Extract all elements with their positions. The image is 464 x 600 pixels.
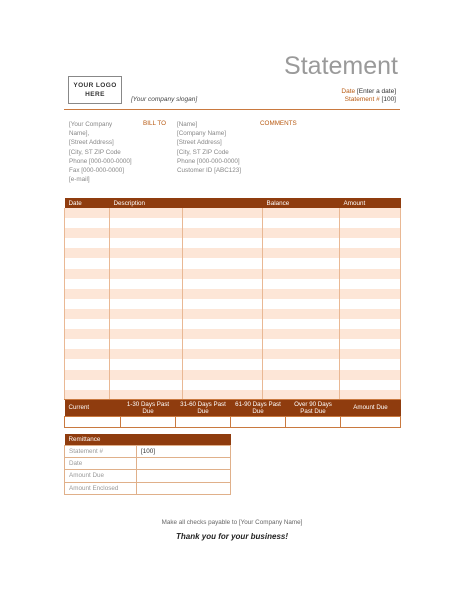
table-cell-balance[interactable] [263,309,340,319]
table-row [65,228,401,238]
sender-address [69,120,139,184]
company-slogan: [Your company slogan] [131,96,198,103]
table-cell-description[interactable] [110,329,183,339]
remittance-row [65,445,231,457]
table-cell-blank[interactable] [183,289,263,299]
table-cell-date[interactable] [65,329,110,339]
thank-you-note: Thank you for your business! [175,532,288,541]
aging-header-row [65,400,401,416]
aging-header-1-30: 1-30 Days Past Due [121,400,176,416]
remittance-value[interactable] [137,470,231,482]
table-cell-description[interactable] [110,258,183,268]
table-cell-amount[interactable] [340,359,401,369]
table-cell-date[interactable] [65,279,110,289]
table-cell-description[interactable] [110,269,183,279]
table-cell-balance[interactable] [263,329,340,339]
table-row [65,309,401,319]
sender-line: Phone [000-000-0000] [69,157,132,165]
remittance-label: Date [65,457,137,469]
table-row [65,269,401,279]
table-cell-date[interactable] [65,228,110,238]
table-cell-blank[interactable] [183,309,263,319]
aging-cell-31-60[interactable] [176,416,231,427]
comments-label: COMMENTS [260,120,297,127]
table-cell-amount[interactable] [340,289,401,299]
table-cell-description[interactable] [110,279,183,289]
table-row [65,380,401,390]
table-cell-blank[interactable] [183,359,263,369]
table-cell-amount[interactable] [340,349,401,359]
table-cell-amount[interactable] [340,258,401,268]
table-cell-amount[interactable] [340,319,401,329]
aging-header-over-90: Over 90 Days Past Due [286,400,341,416]
logo-text-line2: HERE [85,91,105,98]
table-cell-description[interactable] [110,359,183,369]
table-cell-amount[interactable] [340,390,401,400]
table-cell-blank[interactable] [183,380,263,390]
bill-to-line: [Company Name] [177,130,226,138]
table-cell-balance[interactable] [263,208,340,218]
header-divider [64,109,400,110]
table-row [65,238,401,248]
statement-table-body [65,208,401,400]
table-cell-amount[interactable] [340,218,401,228]
table-row [65,319,401,329]
table-cell-date[interactable] [65,370,110,380]
column-header-balance: Balance [263,198,340,208]
remittance-value[interactable] [137,482,231,494]
table-cell-blank[interactable] [183,279,263,289]
aging-cell-61-90[interactable] [231,416,286,427]
table-cell-amount[interactable] [340,329,401,339]
bill-to-line: [Street Address] [177,139,222,147]
table-cell-blank[interactable] [183,319,263,329]
table-cell-description[interactable] [110,390,183,400]
table-cell-description[interactable] [110,218,183,228]
table-cell-amount[interactable] [340,279,401,289]
sender-line: [Street Address] [69,139,114,147]
aging-cell-1-30[interactable] [121,416,176,427]
table-cell-date[interactable] [65,319,110,329]
table-row [65,248,401,258]
table-cell-date[interactable] [65,390,110,400]
sender-line: [e-mail] [69,176,90,184]
table-row [65,289,401,299]
sender-line: [Your Company [69,121,113,128]
table-cell-balance[interactable] [263,269,340,279]
table-cell-balance[interactable] [263,279,340,289]
payable-note: Make all checks payable to [Your Company Name] [161,519,303,526]
bill-to-line: [City, ST ZIP Code [177,148,229,156]
table-cell-date[interactable] [65,309,110,319]
table-cell-balance[interactable] [263,238,340,248]
sender-line: Fax [000-000-0000] [69,167,124,175]
table-cell-blank[interactable] [183,370,263,380]
remittance-value[interactable]: [100] [137,445,231,457]
statement-number-value: [100] [381,96,396,103]
statement-number-label: Statement # [344,96,380,103]
remittance-label: Amount Due [65,470,137,482]
aging-header-amount-due: Amount Due [341,400,401,416]
table-cell-balance[interactable] [263,370,340,380]
table-cell-balance[interactable] [263,248,340,258]
table-cell-amount[interactable] [340,370,401,380]
table-cell-date[interactable] [65,269,110,279]
table-cell-description[interactable] [110,299,183,309]
table-cell-balance[interactable] [263,339,340,349]
aging-header-61-90: 61-90 Days Past Due [231,400,286,416]
table-row [65,299,401,309]
date-value: [Enter a date] [356,88,396,95]
table-cell-blank[interactable] [183,269,263,279]
table-cell-amount[interactable] [340,228,401,238]
date-label: Date [341,88,356,95]
table-cell-blank[interactable] [183,238,263,248]
remittance-header-row [65,434,231,445]
table-cell-blank[interactable] [183,299,263,309]
table-cell-amount[interactable] [340,238,401,248]
column-header-amount: Amount [340,198,401,208]
table-row [65,279,401,289]
bill-to-line: Customer ID [ABC123] [177,167,242,175]
logo-text-line1: YOUR LOGO [73,82,117,89]
statement-date [341,88,396,95]
column-header-description: Description [110,198,183,208]
table-cell-date[interactable] [65,339,110,349]
aging-summary-table [64,400,401,428]
table-cell-description[interactable] [110,319,183,329]
sender-line: Name], [69,130,90,138]
table-cell-description[interactable] [110,339,183,349]
table-row [65,370,401,380]
table-cell-blank[interactable] [183,218,263,228]
table-cell-balance[interactable] [263,359,340,369]
table-cell-description[interactable] [110,380,183,390]
remittance-row [65,457,231,469]
table-cell-balance[interactable] [263,228,340,238]
column-header-date: Date [65,198,110,208]
table-cell-balance[interactable] [263,380,340,390]
table-cell-balance[interactable] [263,299,340,309]
remittance-row [65,470,231,482]
table-cell-date[interactable] [65,380,110,390]
table-cell-balance[interactable] [263,390,340,400]
table-cell-balance[interactable] [263,319,340,329]
table-cell-balance[interactable] [263,349,340,359]
table-cell-date[interactable] [65,208,110,218]
aging-cell-current[interactable] [65,416,121,427]
table-cell-description[interactable] [110,309,183,319]
table-cell-balance[interactable] [263,258,340,268]
table-cell-date[interactable] [65,349,110,359]
table-cell-amount[interactable] [340,339,401,349]
table-cell-date[interactable] [65,218,110,228]
table-row [65,218,401,228]
company-logo-placeholder [68,76,122,104]
table-cell-blank[interactable] [183,248,263,258]
table-row [65,329,401,339]
table-cell-blank[interactable] [183,349,263,359]
table-cell-blank[interactable] [183,228,263,238]
table-cell-date[interactable] [65,248,110,258]
table-cell-description[interactable] [110,238,183,248]
page-title: Statement [284,52,398,80]
bill-to-line: Phone [000-000-0000] [177,157,240,165]
table-cell-balance[interactable] [263,289,340,299]
table-cell-description[interactable] [110,248,183,258]
table-cell-amount[interactable] [340,380,401,390]
table-cell-date[interactable] [65,289,110,299]
table-cell-amount[interactable] [340,248,401,258]
table-cell-description[interactable] [110,349,183,359]
table-cell-description[interactable] [110,228,183,238]
table-cell-amount[interactable] [340,299,401,309]
table-cell-blank[interactable] [183,339,263,349]
table-row [65,339,401,349]
table-row [65,258,401,268]
table-cell-blank[interactable] [183,208,263,218]
table-cell-description[interactable] [110,208,183,218]
sender-line: [City, ST ZIP Code [69,148,121,156]
remittance-value[interactable] [137,457,231,469]
statement-number [345,96,396,103]
aging-cell-amount-due[interactable] [341,416,401,427]
table-cell-description[interactable] [110,289,183,299]
table-row [65,349,401,359]
statement-table [64,198,401,400]
statement-table-header [65,198,401,208]
table-row [65,359,401,369]
table-cell-amount[interactable] [340,269,401,279]
table-cell-description[interactable] [110,370,183,380]
table-cell-date[interactable] [65,359,110,369]
remittance-title: Remittance [65,434,231,445]
table-cell-date[interactable] [65,238,110,248]
column-header-blank [183,198,263,208]
table-cell-blank[interactable] [183,258,263,268]
aging-cell-over-90[interactable] [286,416,341,427]
table-cell-balance[interactable] [263,218,340,228]
remittance-label: Statement # [65,445,137,457]
aging-header-current: Current [65,400,121,416]
remittance-label: Amount Enclosed [65,482,137,494]
table-row [65,208,401,218]
table-cell-blank[interactable] [183,329,263,339]
table-row [65,390,401,400]
table-cell-date[interactable] [65,258,110,268]
bill-to-label: BILL TO [143,120,166,127]
remittance-table [64,434,231,495]
bill-to-address [177,120,257,175]
aging-header-31-60: 31-60 Days Past Due [176,400,231,416]
table-cell-amount[interactable] [340,309,401,319]
table-cell-amount[interactable] [340,208,401,218]
bill-to-line: [Name] [177,121,198,128]
table-cell-blank[interactable] [183,390,263,400]
table-cell-date[interactable] [65,299,110,309]
aging-value-row [65,416,401,427]
remittance-row [65,482,231,494]
